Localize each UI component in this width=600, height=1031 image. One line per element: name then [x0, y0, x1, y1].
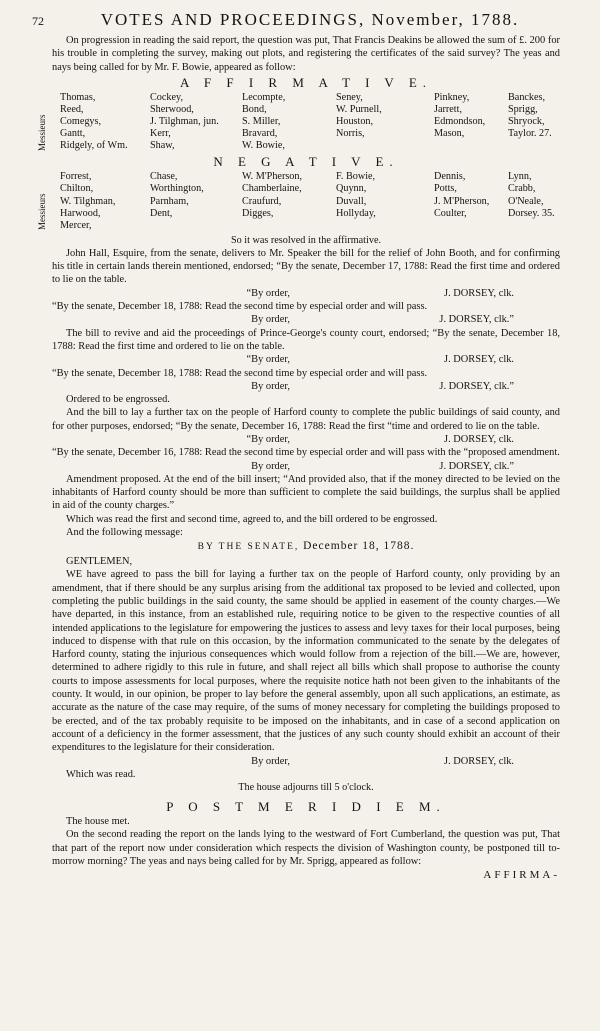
member-name: Chase,: [150, 171, 178, 183]
signature: [52, 460, 560, 473]
negative-votes: [37, 171, 560, 231]
by-order: “By order,: [246, 433, 290, 445]
member-name: Duvall,: [336, 195, 367, 207]
member-name: Dorsey. 35.: [508, 207, 555, 219]
messieurs-label: Messieurs: [37, 114, 47, 152]
member-name: S. Miller,: [242, 116, 281, 128]
clerk-name: J. DORSEY, clk.: [444, 755, 514, 767]
member-name: Worthington,: [150, 183, 204, 195]
by-order: “By order,: [246, 354, 290, 366]
messieurs-label: Messieurs: [37, 194, 47, 231]
paragraph-senate-endorsement: “By the senate, December 18, 1788: Read the second time by especial order and will pass.: [52, 301, 428, 313]
signature: [52, 287, 560, 300]
member-name: Thomas,: [60, 91, 96, 103]
member-name: Chilton,: [60, 183, 94, 195]
member-name: Taylor. 27.: [508, 128, 552, 140]
member-name: Forrest,: [60, 171, 92, 183]
member-name: [508, 220, 568, 232]
clerk-name: J. DORSEY, clk.”: [439, 380, 514, 392]
paragraph-senate-endorsement: “By the senate, December 16, 1788: Read the second time by especial order and will pass with the “proposed amendment.: [52, 447, 560, 459]
member-name: F. Bowie,: [336, 171, 376, 183]
member-name: [434, 220, 508, 232]
member-name: W. M'Pherson,: [242, 171, 303, 183]
member-name: Bravard,: [242, 128, 278, 140]
senate-heading-date: December 18, 1788.: [303, 540, 415, 553]
paragraph-amendment: Amendment proposed. At the end of the bill insert; “And provided also, that if the money directed to be levied on the inhabitants of Harford county should be more than sufficient to complete the said buildings, the surplus shall be applied in aid of the county charges.”: [52, 473, 560, 512]
running-header: [32, 10, 560, 30]
member-name: Ridgely, of Wm.: [60, 140, 128, 152]
member-name: Shaw,: [150, 140, 175, 152]
signature: [52, 755, 560, 768]
by-order: By order,: [251, 755, 290, 767]
clerk-name: J. DORSEY, clk.: [444, 354, 514, 366]
by-order: By order,: [251, 380, 290, 392]
paragraph-message-intro: And the following message:: [66, 527, 183, 539]
negative-names-grid: [60, 171, 560, 231]
member-name: [336, 220, 434, 232]
paragraph-prince-georges-bill: The bill to revive and aid the proceedings of Prince-George's county court, endorsed; “By the senate, December 18, 1788: Read the first time and ordered to lie on the table.: [52, 327, 560, 352]
senate-message-text: WE have agreed to pass the bill for laying a further tax on the people of Harford county, only providing by an amendment, that if there should be any surplus arising from the additional tax proposed to be levied and collected, upon completing the public buildings in the said county, the same should be applied in easement of the county charges.—We have departed, in this instance, from an established rule, requiring notice to be given to the respective counties of all intended applications to the legislature for empowering the justices to assess and levy taxes for their local purposes, being induced to dispense with that rule on this occasion, by the information communicated to the senate by the delegates of Harford county, stating the injurious consequences which would follow from a rejection of the bill.—We are, however, determined to adhere rigidly to this rule in future, and shall reject all bills which shall propose to authorise the county courts to impose assessments for local purposes, where the requisite notice hath not been given to the inhabitants of the county. It would, in our opinion, be proper to lay before the general assembly, upon all such applications, an estimate, as accurate as the nature of the case may require, of the sums of money necessary for completing the buildings proposed to be erected, and of the tax probably requisite to be imposed on the inhabitants, and in case of a second application on account of a deficiency in the former assessment, that the justices of any such county should exhibit an account of their expenditures to the legislature for their consideration.: [52, 569, 560, 754]
by-order: By order,: [251, 314, 290, 326]
member-name: Shryock,: [508, 116, 545, 128]
member-name: Gantt,: [60, 128, 86, 140]
member-name: Digges,: [242, 207, 274, 219]
member-name: O'Neale,: [508, 195, 544, 207]
member-name: W. Purnell,: [336, 103, 382, 115]
member-name: Dent,: [150, 207, 173, 219]
by-order: “By order,: [246, 287, 290, 299]
member-name: [434, 140, 508, 152]
member-name: W. Tilghman,: [60, 195, 116, 207]
member-name: Sherwood,: [150, 103, 194, 115]
member-name: [508, 140, 568, 152]
signature: [52, 380, 560, 393]
member-name: [336, 140, 434, 152]
page-number: 72: [32, 14, 44, 28]
running-title: VOTES AND PROCEEDINGS, November, 1788.: [100, 10, 520, 29]
post-meridiem-heading: P O S T M E R I D I E M.: [166, 799, 446, 815]
member-name: [150, 220, 242, 232]
member-name: Comegys,: [60, 116, 102, 128]
paragraph-deakins-question: On progression in reading the said report, the question was put, That Francis Deakins be allowed the sum of £. 200 for his trouble in completing the survey, making out plots, and registering the certificates of the said survey? The yeas and nays being called for by Mr. F. Bowie, appeared as follow:: [52, 35, 560, 73]
member-name: Coulter,: [434, 207, 467, 219]
clerk-name: J. DORSEY, clk.”: [439, 460, 514, 472]
paragraph-house-met: The house met.: [66, 816, 130, 828]
paragraph-senate-endorsement: “By the senate, December 18, 1788: Read the second time by especial order and will pass.: [52, 367, 428, 379]
paragraph-which-was-read: Which was read.: [66, 768, 136, 780]
paragraph-agreed: Which was read the first and second time, agreed to, and the bill ordered to be engrossed.: [66, 513, 438, 525]
member-name: Potts,: [434, 183, 457, 195]
member-name: Quynn,: [336, 183, 367, 195]
affirmative-heading: A F F I R M A T I V E.: [179, 74, 433, 90]
member-name: Sprigg,: [508, 103, 538, 115]
negative-heading: N E G A T I V E.: [213, 154, 399, 170]
member-name: Reed,: [60, 103, 84, 115]
signature: [52, 433, 560, 446]
paragraph-engrossed: Ordered to be engrossed.: [66, 394, 170, 406]
signature: [52, 353, 560, 366]
member-name: Bond,: [242, 103, 267, 115]
senate-message-heading: [52, 539, 560, 555]
member-name: Crabb,: [508, 183, 536, 195]
paragraph-booth-bill: John Hall, Esquire, from the senate, delivers to Mr. Speaker the bill for the relief of John Booth, and for confirming his title in certain lands therein mentioned, endorsed; “By the senate, December 17, 1788: Read the first time and ordered to lie on the table.: [52, 247, 560, 286]
catchword: AFFIRMA-: [483, 869, 560, 882]
member-name: Edmondson,: [434, 116, 486, 128]
member-name: Mercer,: [60, 219, 92, 231]
member-name: Cockey,: [150, 91, 184, 103]
senate-heading-by: BY THE SENATE,: [197, 542, 300, 553]
member-name: J. M'Pherson,: [434, 195, 490, 207]
clerk-name: J. DORSEY, clk.: [444, 287, 514, 299]
clerk-name: J. DORSEY, clk.”: [439, 314, 514, 326]
member-name: Chamberlaine,: [242, 183, 302, 195]
resolved-line: So it was resolved in the affirmative.: [230, 234, 382, 246]
member-name: Dennis,: [434, 171, 466, 183]
signature: [52, 313, 560, 326]
member-name: Hollyday,: [336, 207, 376, 219]
member-name: Pinkney,: [434, 91, 470, 103]
adjourns-line: The house adjourns till 5 o'clock.: [238, 782, 374, 794]
paragraph-fort-cumberland: On the second reading the report on the lands lying to the westward of Fort Cumberland, the question was put, That that part of the report now under consideration which respects the division of Washington county, be postponed till to-morrow morning? The yeas and nays being called for by Mr. Sprigg, appeared as follow:: [52, 829, 560, 867]
member-name: Jarrett,: [434, 103, 463, 115]
by-order: By order,: [251, 460, 290, 472]
affirmative-votes: [37, 91, 560, 152]
member-name: Lynn,: [508, 171, 532, 183]
member-name: Kerr,: [150, 128, 171, 140]
member-name: Seney,: [336, 91, 363, 103]
member-name: Houston,: [336, 116, 374, 128]
member-name: [242, 220, 336, 232]
member-name: Norris,: [336, 128, 365, 140]
salutation: GENTLEMEN,: [66, 556, 133, 568]
member-name: J. Tilghman, jun.: [150, 116, 219, 128]
affirmative-names-grid: [60, 92, 560, 152]
paragraph-harford-bill: And the bill to lay a further tax on the people of Harford county to complete the public buildings of said county, and for other purposes, endorsed; “By the senate, December 16, 1788: Read the first “time and ordered to lie on the table.: [52, 407, 560, 432]
member-name: Lecompte,: [242, 91, 286, 103]
member-name: W. Bowie,: [242, 140, 285, 152]
clerk-name: J. DORSEY, clk.: [444, 433, 514, 445]
member-name: Harwood,: [60, 207, 101, 219]
member-name: Parnham,: [150, 195, 189, 207]
member-name: Mason,: [434, 128, 465, 140]
member-name: Craufurd,: [242, 195, 282, 207]
member-name: Banckes,: [508, 91, 546, 103]
